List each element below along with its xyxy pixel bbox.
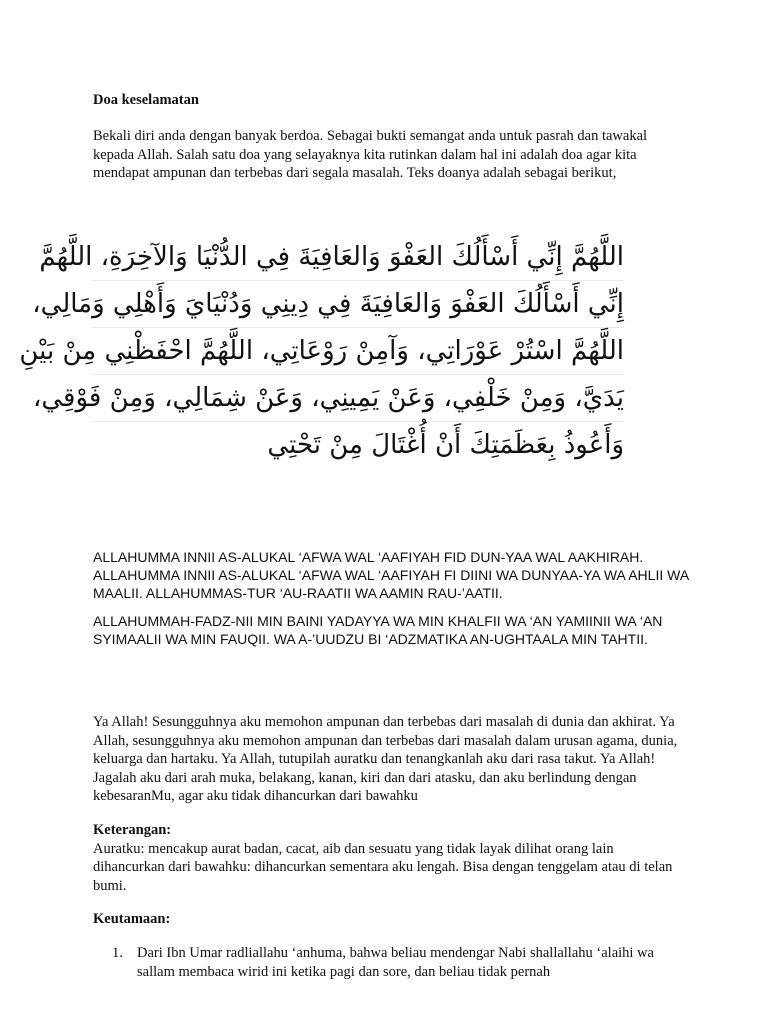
keutamaan-list — [112, 944, 672, 982]
keterangan-text: Auratku: mencakup aurat badan, cacat, aib dan sesuatu yang tidak layak dilihat orang lain dihancurkan dari bawahku: dihancurkan sementara aku lengah. Bisa dengan tenggelam atau di telan bumi. — [93, 840, 673, 894]
arabic-line: اللَّهُمَّ إِنِّي أَسْأَلُكَ العَفْوَ وَالعَافِيَةَ فِي الدُّنْيَا وَالآخِرَةِ، اللَّهُمَّ — [92, 234, 624, 281]
transliteration-paragraph-1: ALLAHUMMA INNII AS-ALUKAL ‘AFWA WAL ‘AAFIYAH FID DUN-YAA WAL AAKHIRAH. ALLAHUMMA INNII AS-ALUKAL ‘AFWA WAL ‘AAFIYAH FI DIINI WA DUNYAA-YA WA AHLII WA MAALII. ALLAHUMMAS-TUR ‘AU-RAATII WA AAMIN RAU-’AATII. — [93, 549, 689, 601]
intro-paragraph: Bekali diri anda dengan banyak berdoa. Sebagai bukti semangat anda untuk pasrah dan tawakal kepada Allah. Salah satu doa yang selayaknya kita rutinkan dalam hal ini adalah doa agar kita mendapat ampunan dan terbebas dari segala masalah. Teks doanya adalah sebagai berikut, — [93, 128, 648, 181]
arabic-line: إِنِّي أَسْأَلُكَ العَفْوَ وَالعَافِيَةَ فِي دِينِي وَدُنْيَايَ وَأَهْلِي وَمَالِي، — [92, 281, 624, 328]
keterangan-label: Keterangan: — [93, 822, 172, 838]
transliteration-paragraph-2: ALLAHUMMAH-FADZ-NII MIN BAINI YADAYYA WA MIN KHALFII WA ‘AN YAMIINII WA ‘AN SYIMAALII WA MIN FAUQII. WA A-’UUDZU BI ‘ADZMATIKA AN-UGHTAALA MIN TAHTII. — [93, 613, 663, 647]
arabic-line: وَأَعُوذُ بِعَظَمَتِكَ أَنْ أُغْتَالَ مِنْ تَحْتِي — [267, 430, 624, 460]
arabic-line: اللَّهُمَّ اسْتُرْ عَوْرَاتِي، وَآمِنْ رَوْعَاتِي، اللَّهُمَّ احْفَظْنِي مِنْ بَيْنِ — [92, 328, 624, 375]
list-item-number: 1. — [112, 945, 123, 961]
keutamaan-heading: Keutamaan: — [93, 911, 171, 927]
list-item-text: Dari Ibn Umar radliallahu ‘anhuma, bahwa beliau mendengar Nabi shallallahu ‘alaihi wa sallam membaca wirid ini ketika pagi dan sore, dan beliau tidak pernah — [137, 945, 654, 980]
arabic-prayer-text — [19, 234, 624, 466]
arabic-line: يَدَيَّ، وَمِنْ خَلْفِي، وَعَنْ يَمِينِي، وَعَنْ شِمَالِي، وَمِنْ فَوْقِي، — [92, 375, 624, 422]
document-title: Doa keselamatan — [93, 92, 199, 108]
list-item — [112, 944, 672, 982]
keterangan-section — [93, 821, 683, 895]
translation-paragraph: Ya Allah! Sesungguhnya aku memohon ampunan dan terbebas dari masalah di dunia dan akhirat. Ya Allah, sesungguhnya aku memohon ampunan dan terbebas dari masalah dalam urusan agama, dunia, keluarga dan hartaku. Ya Allah, tutupilah auratku dan tenangkanlah aku dari rasa takut. Ya Allah! Jagalah aku dari arah muka, belakang, kanan, kiri dan dari atasku, dan aku berlindung dengan kebesaranMu, agar aku tidak dihancurkan dari bawahku — [93, 714, 678, 804]
